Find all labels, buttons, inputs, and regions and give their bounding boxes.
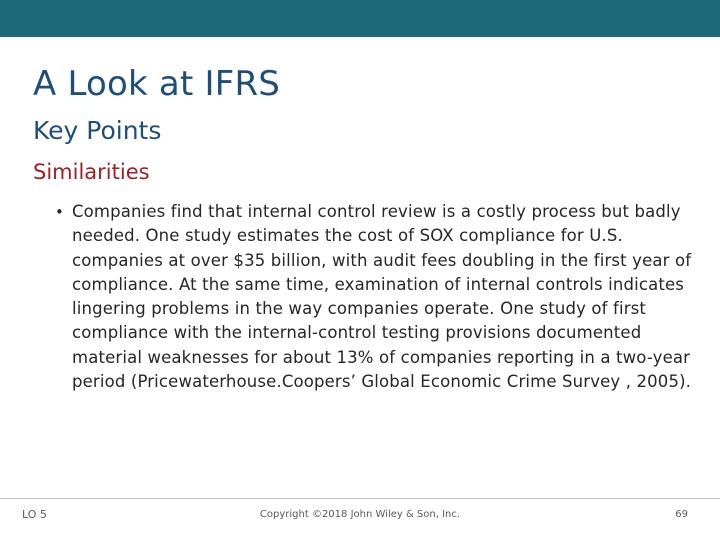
slide-subtitle: Key Points bbox=[33, 116, 162, 145]
copyright-notice: Copyright ©2018 John Wiley & Son, Inc. bbox=[259, 509, 461, 520]
slide-title: A Look at IFRS bbox=[33, 64, 281, 104]
bullet-item bbox=[50, 200, 700, 394]
header-band bbox=[0, 0, 720, 37]
learning-objective-label: LO 5 bbox=[22, 508, 47, 521]
bullet-list bbox=[50, 200, 700, 394]
page-number: 69 bbox=[675, 509, 688, 520]
footer-divider bbox=[0, 498, 720, 499]
bullet-icon: • bbox=[55, 203, 64, 221]
bullet-text: Companies find that internal control review is a costly process but badly needed. One study estimates the cost of SOX compliance for U.S. companies at over $35 billion, with audit fees doubling in the first year of compliance. At the same time, examination of internal controls indicates lingering problems in the way companies operate. One study of first compliance with the internal-control testing provisions documented material weaknesses for about 13% of companies reporting in a two-year period (Pricewaterhouse.Coopers’ Global Economic Crime Survey , 2005). bbox=[72, 202, 692, 392]
section-heading: Similarities bbox=[33, 160, 150, 184]
